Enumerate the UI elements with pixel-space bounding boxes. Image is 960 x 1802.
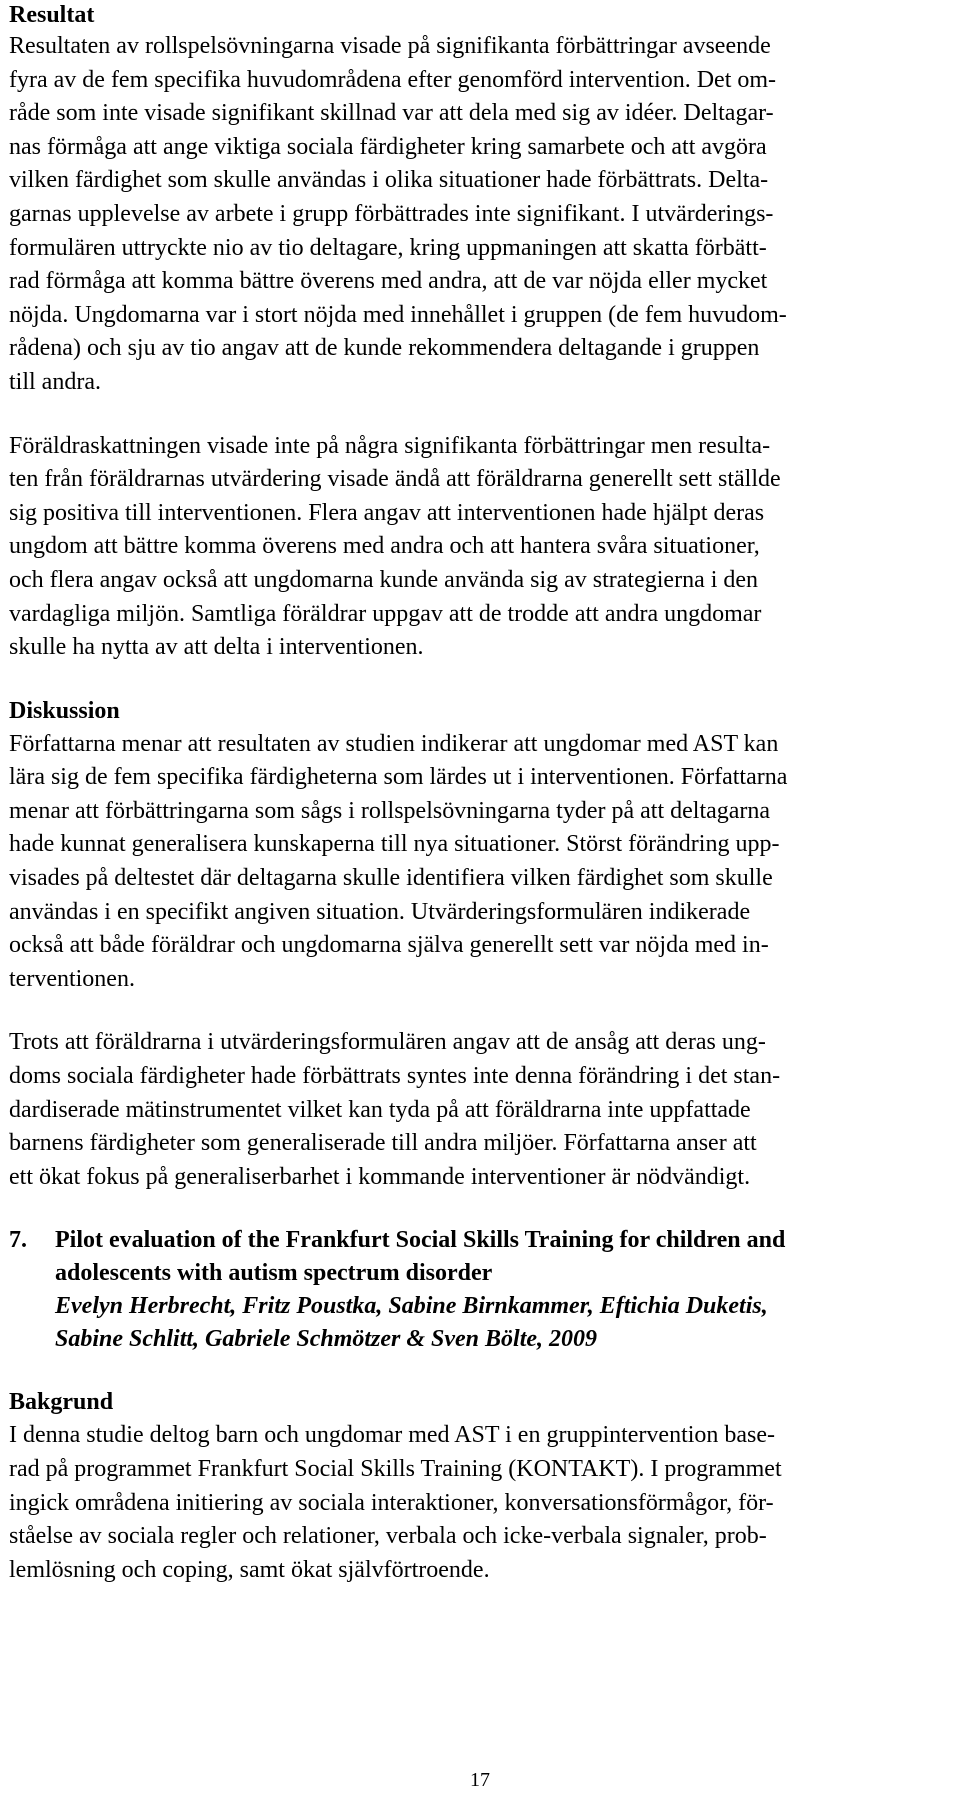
- text-line: råde som inte visade signifikant skillnad var att dela med sig av idéer. Deltagar-: [9, 100, 774, 127]
- text-line: ten från föräldrarnas utvärdering visade ändå att föräldrarna generellt sett ställde: [9, 466, 781, 493]
- text-line: nöjda. Ungdomarna var i stort nöjda med innehållet i gruppen (de fem huvudom-: [9, 301, 787, 328]
- paragraph-gap: [9, 665, 951, 695]
- text-line: visades på deltestet där deltagarna skulle identifiera vilken färdighet som skulle: [9, 865, 773, 892]
- text-line: dardiserade mätinstrumentet vilket kan tyda på att föräldrarna inte uppfattade: [9, 1096, 751, 1123]
- paragraph-gap: [9, 400, 951, 430]
- text-line: Författarna menar att resultaten av studien indikerar att ungdomar med AST kan: [9, 730, 779, 757]
- text-line: och flera angav också att ungdomarna kunde använda sig av strategierna i den: [9, 566, 759, 593]
- study-number: 7.: [9, 1227, 27, 1254]
- text-line: lära sig de fem specifika färdigheterna som lärdes ut i interventionen. Författarna: [9, 764, 788, 791]
- text-line: ingick områdena initiering av sociala interaktioner, konversationsförmågor, för-: [9, 1489, 774, 1516]
- paragraph-bakgrund-1: [9, 1419, 951, 1587]
- text-line: nas förmåga att ange viktiga sociala färdigheter kring samarbete och att avgöra: [9, 133, 767, 160]
- text-line: formulären uttryckte nio av tio deltagare, kring uppmaningen att skatta förbätt-: [9, 234, 767, 261]
- text-line: Föräldraskattningen visade inte på några signifikanta förbättringar men resulta-: [9, 432, 771, 459]
- page-number: 17: [470, 1769, 490, 1791]
- text-line: ståelse av sociala regler och relationer, verbala och icke-verbala signaler, prob-: [9, 1523, 767, 1550]
- text-line: rådena) och sju av tio angav att de kunde rekommendera deltagande i gruppen: [9, 335, 760, 362]
- section-heading-diskussion: Diskussion: [9, 697, 120, 724]
- study-authors-line: Sabine Schlitt, Gabriele Schmötzer & Sven Bölte, 2009: [55, 1326, 598, 1353]
- text-line: barnens färdigheter som generaliserade till andra miljöer. Författarna anser att: [9, 1130, 757, 1157]
- text-line: rad på programmet Frankfurt Social Skills Training (KONTAKT). I programmet: [9, 1456, 782, 1482]
- text-line: också att både föräldrar och ungdomarna själva generellt sett var nöjda med in-: [9, 932, 769, 959]
- text-line: vilken färdighet som skulle användas i olika situationer hade förbättrats. Delta-: [9, 167, 769, 194]
- text-line: ett ökat fokus på generaliserbarhet i kommande interventioner är nödvändigt.: [9, 1163, 751, 1190]
- section-heading-bakgrund: Bakgrund: [9, 1389, 114, 1416]
- text-line: sig positiva till interventionen. Flera angav att interventionen hade hjälpt deras: [9, 499, 765, 526]
- paragraph-gap: [9, 1356, 951, 1386]
- study-authors-line: Evelyn Herbrecht, Fritz Poustka, Sabine Birnkammer, Eftichia Duketis,: [55, 1293, 768, 1320]
- text-line: lemlösning och coping, samt ökat självförtroende.: [9, 1556, 490, 1583]
- text-line: skulle ha nytta av att delta i interventionen.: [9, 634, 424, 661]
- paragraph-gap: [9, 1194, 951, 1224]
- document-page: [9, 0, 951, 1587]
- text-line: användas i en specifikt angiven situation. Utvärderingsformulären indikerade: [9, 898, 751, 925]
- paragraph-diskussion-2: [9, 1026, 951, 1194]
- paragraph-gap: [9, 996, 951, 1026]
- paragraph-resultat-1: [9, 30, 951, 400]
- text-line: Trots att föräldrarna i utvärderingsformulären angav att de ansåg att deras ung-: [9, 1029, 766, 1056]
- text-line: rad förmåga att komma bättre överens med andra, att de var nöjda eller mycket: [9, 268, 768, 295]
- paragraph-resultat-2: [9, 430, 951, 665]
- text-line: Resultaten av rollspelsövningarna visade på signifikanta förbättringar avseende: [9, 33, 771, 59]
- text-line: doms sociala färdigheter hade förbättrats syntes inte denna förändring i det stan-: [9, 1063, 781, 1090]
- study-title-line: Pilot evaluation of the Frankfurt Social Skills Training for children and: [55, 1227, 786, 1254]
- text-line: vardagliga miljön. Samtliga föräldrar uppgav att de trodde att andra ungdomar: [9, 600, 762, 627]
- text-line: terventionen.: [9, 965, 135, 992]
- text-line: hade kunnat generalisera kunskaperna till nya situationer. Störst förändring upp-: [9, 831, 780, 858]
- text-line: ungdom att bättre komma överens med andra och att hantera svåra situationer,: [9, 533, 760, 560]
- text-line: garnas upplevelse av arbete i grupp förbättrades inte signifikant. I utvärderings-: [9, 200, 774, 227]
- study-title-line: adolescents with autism spectrum disorder: [55, 1260, 493, 1287]
- text-line: I denna studie deltog barn och ungdomar med AST i en gruppintervention base-: [9, 1422, 776, 1449]
- paragraph-diskussion-1: [9, 728, 951, 997]
- text-line: till andra.: [9, 368, 101, 395]
- section-heading-resultat: Resultat: [9, 2, 95, 28]
- study-entry-7: [9, 1224, 951, 1356]
- text-line: fyra av de fem specifika huvudområdena efter genomförd intervention. Det om-: [9, 66, 777, 93]
- text-line: menar att förbättringarna som sågs i rollspelsövningarna tyder på att deltagarna: [9, 797, 771, 824]
